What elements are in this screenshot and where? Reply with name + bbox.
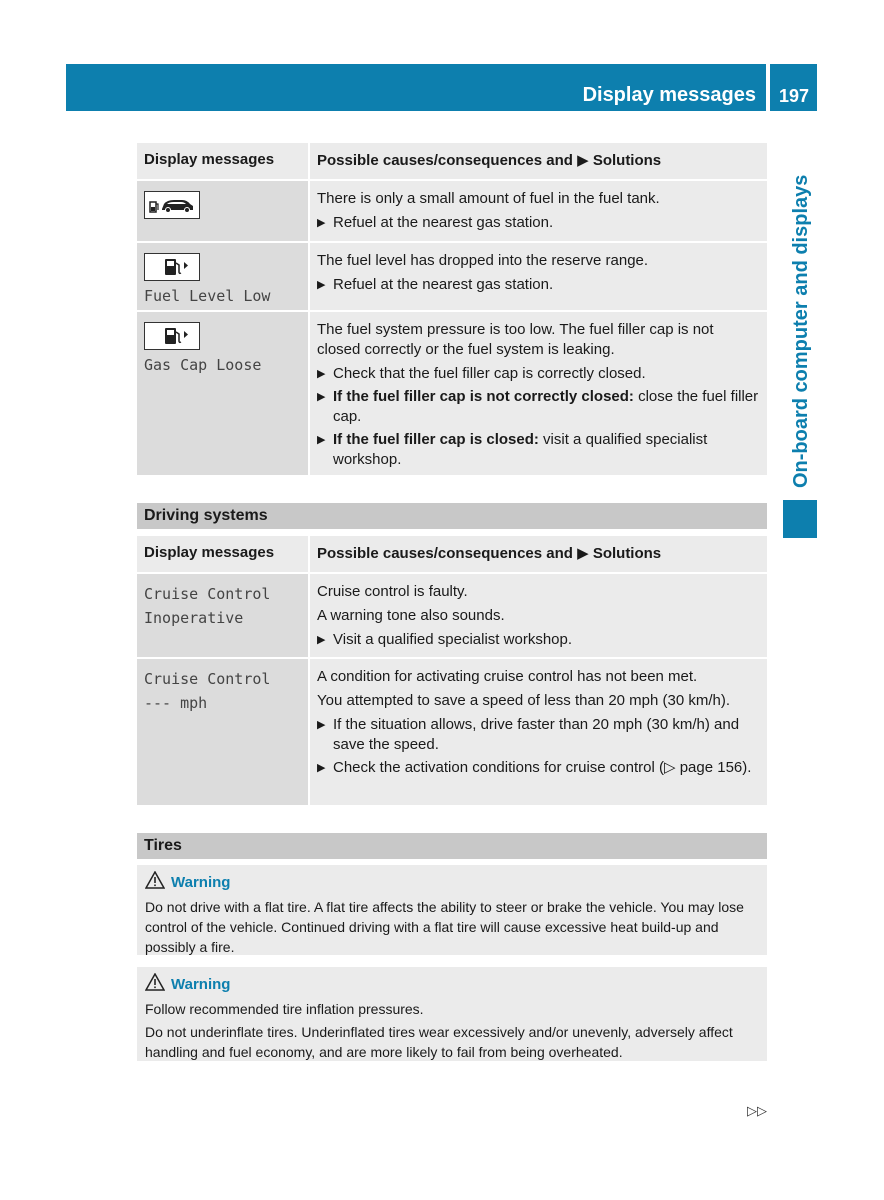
cause-text: A condition for activating cruise control has not been met. bbox=[317, 668, 698, 685]
cause-text: Cruise control is faulty. bbox=[317, 583, 468, 600]
warning-text: Do not drive with a flat tire. A flat tire affects the ability to steer or brake the vehicle. You may lose control of the vehicle. Continued driving with a flat tire will cause excessive heat build-up and possibly a fire. bbox=[145, 899, 744, 955]
col-header-messages: Display messages bbox=[137, 143, 310, 179]
fuel-messages-table bbox=[137, 143, 767, 477]
warning-label: Warning bbox=[171, 874, 231, 891]
solution-bullet: ▶ Visit a qualified specialist workshop. bbox=[317, 630, 760, 650]
solution-bullet: ▶ Refuel at the nearest gas station. bbox=[317, 275, 760, 295]
warning-triangle-icon bbox=[145, 871, 165, 895]
table-header-row bbox=[137, 143, 767, 181]
table-header-row bbox=[137, 536, 767, 574]
side-tab-label: On-board computer and displays bbox=[790, 174, 812, 488]
cause-text: You attempted to save a speed of less than 20 mph (30 km/h). bbox=[317, 692, 731, 709]
display-message: Inoperative bbox=[144, 609, 244, 627]
solution-bullet: ▶ Refuel at the nearest gas station. bbox=[317, 213, 760, 233]
cause-text: The fuel level has dropped into the reserve range. bbox=[317, 252, 649, 269]
col-header-solutions: Possible causes/consequences and ▶ Solutions bbox=[310, 536, 767, 572]
display-message: Fuel Level Low bbox=[144, 287, 271, 305]
col-header-solutions: Possible causes/consequences and ▶ Solutions bbox=[310, 143, 767, 179]
solution-bullet: ▶ Check that the fuel filler cap is correctly closed. bbox=[317, 364, 760, 384]
display-message: Gas Cap Loose bbox=[144, 356, 262, 374]
table-row bbox=[137, 181, 767, 243]
section-title-tires: Tires bbox=[137, 833, 767, 859]
header-bar bbox=[66, 64, 766, 111]
page-title: Display messages bbox=[582, 84, 756, 106]
table-row bbox=[137, 243, 767, 312]
section-title-driving-systems: Driving systems bbox=[137, 503, 767, 529]
driving-systems-table bbox=[137, 536, 767, 807]
fuel-car-icon bbox=[144, 191, 200, 219]
solution-bullet: ▶ If the fuel filler cap is not correctly closed: close the fuel filler cap. bbox=[317, 387, 760, 427]
cause-text: There is only a small amount of fuel in the fuel tank. bbox=[317, 190, 660, 207]
side-tab-marker bbox=[783, 500, 817, 538]
table-row bbox=[137, 659, 767, 807]
warning-box bbox=[137, 865, 767, 955]
table-row bbox=[137, 574, 767, 659]
warning-text: Follow recommended tire inflation pressures. bbox=[145, 1001, 424, 1017]
display-message: Cruise Control bbox=[144, 670, 271, 688]
page-number: 197 bbox=[778, 86, 809, 106]
col-header-messages: Display messages bbox=[137, 536, 310, 572]
solution-bullet: ▶ Check the activation conditions for cruise control (▷ page 156). bbox=[317, 758, 760, 778]
fuel-pump-icon bbox=[144, 253, 200, 281]
table-row bbox=[137, 312, 767, 477]
warning-box bbox=[137, 967, 767, 1061]
solution-bullet: ▶ If the fuel filler cap is closed: visit a qualified specialist workshop. bbox=[317, 430, 760, 470]
fuel-pump-icon bbox=[144, 322, 200, 350]
display-message: --- mph bbox=[144, 694, 208, 712]
warning-label: Warning bbox=[171, 976, 231, 993]
display-message: Cruise Control bbox=[144, 585, 271, 603]
cause-text: The fuel system pressure is too low. The fuel filler cap is not closed correctly or the fuel system is leaking. bbox=[317, 321, 714, 358]
continue-marker: ▷▷ bbox=[747, 1103, 767, 1118]
solution-bullet: ▶ If the situation allows, drive faster than 20 mph (30 km/h) and save the speed. bbox=[317, 715, 760, 755]
cause-text: A warning tone also sounds. bbox=[317, 607, 505, 624]
warning-triangle-icon bbox=[145, 973, 165, 997]
page-number-box bbox=[770, 64, 817, 111]
warning-text: Do not underinflate tires. Underinflated tires wear excessively and/or unevenly, adversely affect handling and fuel economy, and are more likely to fail from being overheated. bbox=[145, 1024, 733, 1060]
